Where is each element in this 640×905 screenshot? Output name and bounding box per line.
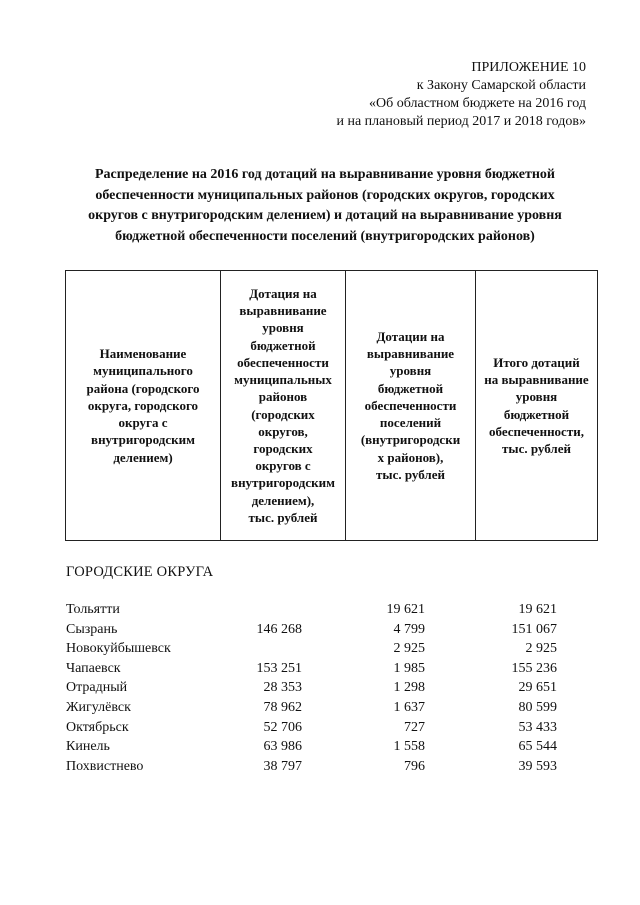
header-line: округа с	[118, 415, 168, 431]
header-line: тыс. рублей	[376, 466, 445, 482]
data-rows	[0, 600, 640, 776]
table-row	[0, 600, 640, 620]
total-value: 155 236	[511, 660, 557, 676]
settlement-grant-value: 1 985	[393, 660, 425, 676]
settlement-grant-value: 1 558	[393, 739, 425, 755]
header-line: обеспеченности,	[489, 423, 584, 439]
settlement-grant-value: 4 799	[393, 621, 425, 637]
total-value: 80 599	[518, 699, 557, 715]
header-line: уровня	[389, 363, 432, 379]
row-name: Тольятти	[66, 602, 120, 617]
header-line: выравнивание	[366, 346, 455, 362]
appendix-header	[336, 59, 586, 131]
header-line: внутригородским	[231, 475, 335, 491]
header-line: округа, городского	[87, 397, 199, 413]
header-line: бюджетной	[377, 380, 444, 396]
header-line: на выравнивание	[484, 372, 589, 388]
title-line: Распределение на 2016 год дотаций на выравнивание уровня бюджетной	[94, 167, 555, 182]
row-name: Похвистнево	[66, 758, 144, 774]
header-line: внутригородским	[91, 432, 195, 448]
header-cell-settlement-grant	[346, 271, 476, 541]
table-row	[0, 620, 640, 640]
row-name: Жигулёвск	[66, 699, 131, 715]
settlement-grant-value: 727	[404, 719, 425, 735]
district-grant-value: 146 268	[256, 621, 302, 637]
total-value: 29 651	[518, 680, 557, 696]
district-grant-value: 28 353	[263, 680, 302, 696]
header-line: тыс. рублей	[248, 509, 318, 525]
header-line: выравнивание	[239, 303, 327, 319]
header-line: района (городского	[86, 380, 200, 396]
title-line: обеспеченности муниципальных районов (городских округов, городских	[95, 187, 555, 203]
header-line: городских	[253, 440, 313, 456]
total-value: 19 621	[518, 602, 557, 617]
header-cell-total	[476, 271, 598, 541]
table-row	[0, 718, 640, 738]
header-line: обеспеченности	[237, 354, 329, 370]
header-cell-district-grant	[221, 271, 346, 541]
header-line: тыс. рублей	[502, 440, 571, 456]
header-line: (городских	[251, 406, 315, 422]
header-line: обеспеченности	[364, 397, 457, 413]
header-line: (внутригородски	[360, 432, 461, 448]
header-line: Дотация на	[249, 286, 317, 302]
header-line: муниципального	[93, 363, 193, 379]
table-row	[0, 757, 640, 777]
header-line: х районов),	[377, 449, 444, 465]
district-grant-value: 52 706	[263, 719, 302, 735]
total-value: 65 544	[518, 739, 557, 755]
settlement-grant-value: 19 621	[386, 602, 425, 617]
settlement-grant-value: 1 298	[393, 680, 425, 696]
row-name: Новокуйбышевск	[66, 641, 171, 657]
table-row	[0, 737, 640, 757]
row-name: Октябрьск	[66, 719, 129, 735]
district-grant-value: 78 962	[263, 699, 302, 715]
header-line: бюджетной	[503, 406, 570, 422]
appendix-line: и на плановый период 2017 и 2018 годов»	[336, 114, 586, 129]
total-value: 2 925	[525, 641, 557, 657]
total-value: 39 593	[518, 758, 557, 774]
title-line: округов с внутригородским делением) и дотаций на выравнивание уровня	[88, 208, 562, 223]
header-cell-name	[66, 271, 221, 541]
header-line: поселений	[379, 415, 442, 431]
settlement-grant-value: 2 925	[393, 641, 425, 657]
settlement-grant-value: 796	[404, 758, 425, 774]
row-name: Кинель	[66, 739, 110, 755]
district-grant-value: 38 797	[263, 758, 302, 774]
appendix-line: «Об областном бюджете на 2016 год	[369, 96, 586, 111]
total-value: 151 067	[511, 621, 557, 637]
header-line: Итого дотаций	[493, 354, 580, 370]
header-line: бюджетной	[250, 337, 316, 353]
header-line: округов с	[255, 458, 311, 474]
table-row	[0, 639, 640, 659]
table-row	[0, 698, 640, 718]
header-line: уровня	[262, 320, 304, 336]
header-line: округов,	[258, 423, 308, 439]
title-line: бюджетной обеспеченности поселений (внутригородских районов)	[115, 228, 535, 244]
row-name: Сызрань	[66, 621, 118, 637]
appendix-line: ПРИЛОЖЕНИЕ 10	[471, 60, 586, 75]
table-row	[0, 659, 640, 679]
header-line: делением),	[251, 492, 315, 508]
settlement-grant-value: 1 637	[393, 699, 425, 715]
header-line: муниципальных	[234, 372, 332, 388]
row-name: Чапаевск	[66, 660, 121, 676]
table-header	[65, 270, 598, 541]
district-grant-value: 153 251	[256, 660, 302, 676]
header-line: делением)	[113, 449, 173, 465]
row-name: Отрадный	[66, 680, 128, 696]
section-title: ГОРОДСКИЕ ОКРУГА	[66, 564, 214, 580]
total-value: 53 433	[518, 719, 557, 735]
header-line: районов	[258, 389, 308, 405]
header-line: уровня	[515, 389, 558, 405]
header-line: Дотации на	[376, 329, 445, 345]
document-title	[60, 165, 590, 247]
header-line: Наименование	[99, 346, 187, 362]
district-grant-value: 63 986	[263, 739, 302, 755]
appendix-line: к Закону Самарской области	[416, 78, 586, 93]
table-row	[0, 678, 640, 698]
